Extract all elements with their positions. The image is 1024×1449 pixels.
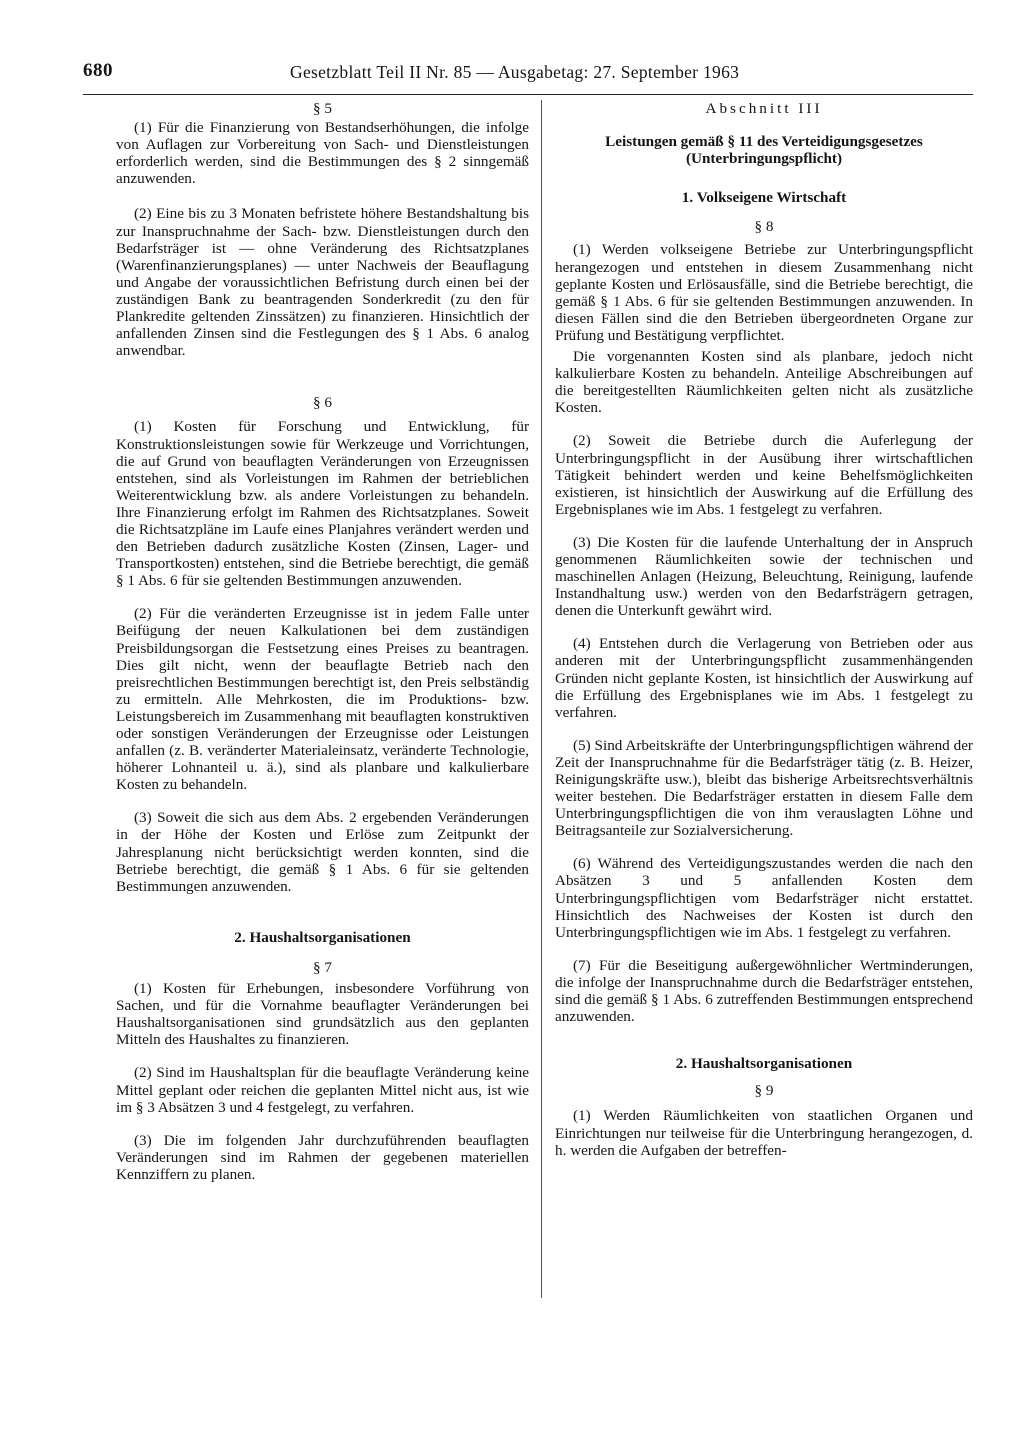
volkseigene-wirtschaft-heading: 1. Volkseigene Wirtschaft bbox=[681, 189, 847, 207]
abschnitt-title: Leistungen gemäß § 11 des Verteidigungsgesetzes (Unterbringungspflicht) bbox=[605, 133, 923, 168]
section-8-paragraph-3: (3) Die Kosten für die laufende Unterhaltung der in Anspruch genommenen Räumlichkeiten sowie der technischen und maschinellen Anlagen (Heizung, Beleuchtung, Reinigung, laufende Instandhaltung usw.) werden von den Bedarfsträgern getragen, denen die Unterkunft gewährt wird. bbox=[555, 533, 973, 620]
running-title: Gesetzblatt Teil II Nr. 85 — Ausgabetag: 27. September 1963 bbox=[290, 62, 740, 82]
haushaltsorganisationen-heading-left: 2. Haushaltsorganisationen bbox=[234, 928, 411, 946]
section-6-paragraph-1: (1) Kosten für Forschung und Entwicklung, für Konstruktionsleistungen sowie für Werkzeuge und Vorrichtungen, die auf Grund von beauflagten Veränderungen von Erzeugnissen entstehen, sind als Vorleistungen im Rahmen der betrieblichen Weiterentwicklung bzw. als andere Vorleistungen zu behandeln. Ihre Finanzierung erfolgt im Rahmen des Richtsatzplanes. Soweit die Richtsatzpläne im Laufe eines Planjahres verändert werden und den Betrieben dadurch zusätzliche Kosten (Zinsen, Lager- und Transportkosten) entstehen, sind die Betriebe berechtigt, die gemäß § 1 Abs. 6 für sie geltenden Bestimmungen anzuwenden. bbox=[116, 418, 529, 590]
section-8-paragraph-4: (4) Entstehen durch die Verlagerung von Betrieben oder aus anderen mit der Unterbringungspflicht zusammenhängenden Gründen nicht geplante Kosten, ist hinsichtlich der Auswirkung auf die Erfüllung des Ergebnisplanes wie im Abs. 1 festgelegt zu verfahren. bbox=[555, 635, 973, 721]
haushaltsorganisationen-heading-right: 2. Haushaltsorganisationen bbox=[675, 1055, 853, 1073]
section-5-paragraph-1: (1) Für die Finanzierung von Bestandserhöhungen, die infolge von Auflagen zur Vorbereitung von Sach- und Dienstleistungen erforderlich werden, sind die Bestimmungen des § 2 sinngemäß anzuwenden. bbox=[116, 119, 529, 188]
section-5-paragraph-2: (2) Eine bis zu 3 Monaten befristete höhere Bestandshaltung bis zur Inanspruchnahme der Sach- bzw. Dienstleistungen durch den Bedarfsträger ist — ohne Veränderung des Richtsatzplanes (Warenfinanzierungsplanes) — unter Nachweis der Beauflagung und Angabe der voraussichtlichen Befristung durch einen bei der zuständigen Bank zu beantragenden Sonderkredit (zu den für Plankredite geltenden Zinssätzen) zu finanzieren. Hinsichtlich der anfallenden Zinsen sind die Festlegungen des § 1 Abs. 6 analog anwendbar. bbox=[116, 205, 529, 360]
section-6-paragraph-3: (3) Soweit die sich aus dem Abs. 2 ergebenden Veränderungen in der Höhe der Kosten und Erlöse zum Zeitpunkt der Jahresplanung nicht berücksichtigt werden konnten, sind die Betriebe berechtigt, die gemäß § 1 Abs. 6 für sie geltenden Bestimmungen anzuwenden. bbox=[116, 809, 529, 895]
section-7-paragraph-3: (3) Die im folgenden Jahr durchzuführenden beauflagten Veränderungen sind im Rahmen der gegebenen materiellen Kennziffern zu planen. bbox=[116, 1131, 529, 1183]
section-8-paragraph-1: (1) Werden volkseigene Betriebe zur Unterbringungspflicht herangezogen und entstehen in diesem Zusammenhang nicht geplante Kosten und Erlösausfälle, sind die Betriebe berechtigt, die gemäß § 1 Abs. 6 für sie geltenden Bestimmungen anzuwenden. In diesen Fällen sind die den Betrieben übergeordneten Organe zur Prüfung und Bestätigung verpflichtet. bbox=[555, 241, 973, 344]
section-7-paragraph-1: (1) Kosten für Erhebungen, insbesondere Vorführung von Sachen, und für die Vornahme beauflagter Veränderungen bei Haushaltsorganisationen sind grundsätzlich aus den geplanten Mitteln des Haushaltes zu finanzieren. bbox=[116, 980, 529, 1049]
section-8-paragraph-5: (5) Sind Arbeitskräfte der Unterbringungspflichtigen während der Zeit der Inanspruchnahme für die Bedarfsträger tätig (z. B. Heizer, Reinigungskräfte usw.), bleibt das bisherige Arbeitsrechtsverhältnis weiter bestehen. Die Bedarfsträger erstatten in diesem Falle dem Unterbringungspflichtigen die von ihm verauslagten Löhne und Beitragsanteile zur Sozialversicherung. bbox=[555, 736, 973, 840]
section-8-paragraph-2: (2) Soweit die Betriebe durch die Auferlegung der Unterbringungspflicht in der Ausübung ihrer wirtschaftlichen Tätigkeit behindert werden und keine Behelfsmöglichkeiten existieren, ist hinsichtlich der Auswirkung auf die Erfüllung des Ergebnisplanes wie im Abs. 1 festgelegt zu verfahren. bbox=[555, 432, 973, 518]
section-8-heading: § 8 bbox=[754, 218, 774, 236]
section-6-paragraph-2: (2) Für die veränderten Erzeugnisse ist in jedem Falle unter Beifügung der neuen Kalkulationen bei dem zuständigen Preisbildungsorgan die Festsetzung eines Preises zu beantragen. Dies gilt nicht, wenn der beauflagte Betrieb nach den preisrechtlichen Bestimmungen berechtigt ist, den Preis selbständig zu ermitteln. Alle Mehrkosten, die im Produktions- bzw. Leistungsbereich im Zusammenhang mit beauflagten konstruktiven oder sonstigen Veränderungen der Erzeugnisse oder Leistungen anfallen (z. B. veränderter Materialeinsatz, veränderte Technologie, höherer Lohnanteil u. ä.), sind als planbare und kalkulierbare Kosten zu behandeln. bbox=[116, 605, 529, 794]
left-column bbox=[116, 100, 529, 1183]
section-8-paragraph-7: (7) Für die Beseitigung außergewöhnlicher Wertminderungen, die infolge der Inanspruchnahme durch die Bedarfsträger entstehen, sind die gemäß § 1 Abs. 6 zutreffenden Bestimmungen entsprechend anzuwenden. bbox=[555, 956, 973, 1026]
abschnitt-heading: Abschnitt III bbox=[705, 100, 823, 117]
right-column bbox=[555, 100, 973, 1159]
section-5-heading: § 5 bbox=[313, 100, 332, 117]
section-9-paragraph-1: (1) Werden Räumlichkeiten von staatlichen Organen und Einrichtungen nur teilweise für die Unterbringung herangezogen, d. h. werden die Aufgaben der betreffen- bbox=[555, 1107, 973, 1159]
section-6-heading: § 6 bbox=[313, 394, 332, 412]
column-divider bbox=[541, 100, 542, 1298]
section-7-paragraph-2: (2) Sind im Haushaltsplan für die beauflagte Veränderung keine Mittel geplant oder reichen die geplanten Mittel nicht aus, ist wie im § 3 Absätzen 3 und 4 festgelegt, zu verfahren. bbox=[116, 1064, 529, 1116]
section-9-heading: § 9 bbox=[754, 1082, 774, 1100]
page-number: 680 bbox=[83, 60, 113, 81]
section-8-paragraph-1b: Die vorgenannten Kosten sind als planbare, jedoch nicht kalkulierbare Kosten zu behandeln. Anteilige Abschreibungen auf die bereitgestellten Räumlichkeiten gelten nicht als zusätzliche Kosten. bbox=[555, 348, 973, 417]
section-7-heading: § 7 bbox=[313, 958, 332, 976]
section-8-paragraph-6: (6) Während des Verteidigungszustandes werden die nach den Absätzen 3 und 5 anfallenden Kosten dem Unterbringungspflichtigen vom Bedarfsträger nicht erstattet. Hinsichtlich des Nachweises der Kosten ist durch den Unterbringungspflichtigen wie im Abs. 1 festgelegt zu verfahren. bbox=[555, 855, 973, 941]
page-header bbox=[83, 58, 973, 95]
